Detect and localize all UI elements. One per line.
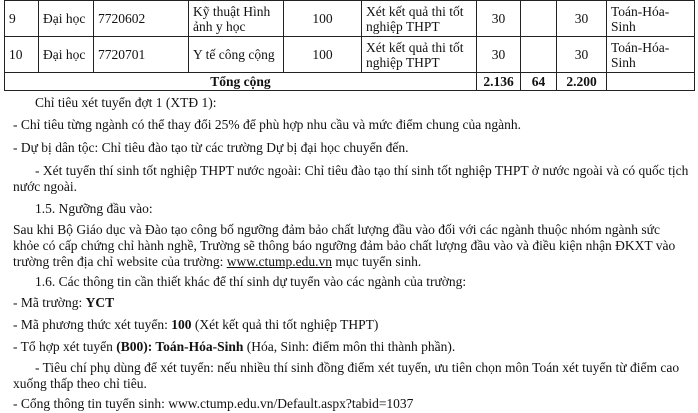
cell-quota-total: 30 <box>557 1 607 37</box>
school-code-value: YCT <box>85 295 115 310</box>
website-link[interactable]: www.ctump.edu.vn <box>226 254 332 269</box>
website-suffix: mục tuyển sinh. <box>331 254 422 269</box>
total-empty-cell <box>607 73 695 91</box>
cell-major-name <box>189 37 284 73</box>
total-quota-a: 2.136 <box>477 73 521 91</box>
major-name-line1: Y tế công cộng <box>193 47 275 62</box>
basis-line1: Xét kết quả thi tốt <box>366 39 464 55</box>
admission-portal-line: - Cổng thông tin tuyển sinh: www.ctump.edu.vn/Default.aspx?tabid=1037 <box>13 396 414 411</box>
cell-combo: Toán-Hóa-Sinh <box>607 1 695 37</box>
major-name-line1: Kỹ thuật Hình <box>193 3 271 19</box>
cell-quota-a: 30 <box>477 37 521 73</box>
cell-basis <box>362 37 477 73</box>
section-1-5-title: 1.5. Ngưỡng đầu vào: <box>35 201 153 216</box>
major-name-line2: ảnh y học <box>193 18 246 34</box>
cell-basis <box>362 1 477 37</box>
method-code-line <box>13 316 693 334</box>
combo-label: - Tổ hợp xét tuyển <box>13 339 117 354</box>
round1-bullet-flex: - Chỉ tiêu từng ngành có thể thay đổi 25% để phù hợp nhu cầu và mức điểm chung của ngành. <box>13 117 522 132</box>
basis-line1: Xét kết quả thi tốt <box>366 3 464 19</box>
basis-line2: nghiệp THPT <box>366 54 440 70</box>
cell-combo: Toán-Hóa-Sinh <box>607 37 695 73</box>
website-prefix: trường trên địa chỉ website của trường: <box>13 254 227 269</box>
total-quota-b: 64 <box>521 73 557 91</box>
cell-quota-total: 30 <box>557 37 607 73</box>
table-row <box>5 1 695 37</box>
cell-code: 7720602 <box>94 1 189 37</box>
method-code-note: (Xét kết quả thi tốt nghiệp THPT) <box>191 317 379 332</box>
tie-break-line2: xuống thấp theo chỉ tiêu. <box>13 376 147 391</box>
cell-method: 100 <box>284 37 362 73</box>
cell-code: 7720701 <box>94 37 189 73</box>
section-1-5-line1: Sau khi Bộ Giáo dục và Đào tạo công bố ngưỡng đảm bảo chất lượng đầu vào đối với các ngành thuộc nhóm ngành sức <box>13 222 660 237</box>
cell-quota-a: 30 <box>477 1 521 37</box>
combo-note: (Hóa, Sinh: điểm môn thi thành phần). <box>243 339 456 354</box>
round1-heading: Chỉ tiêu xét tuyển đợt 1 (XTĐ 1): <box>35 95 217 110</box>
total-label: Tổng cộng <box>5 73 477 91</box>
school-code-line <box>13 294 693 312</box>
combo-value: (B00): Toán-Hóa-Sinh <box>116 339 244 354</box>
cell-quota-b <box>521 1 557 37</box>
cell-stt: 10 <box>5 37 39 73</box>
tie-break-line1: - Tiêu chí phụ dùng để xét tuyển: nếu nhiều thí sinh đồng điểm xét tuyển, ưu tiên chọn môn Toán xét tuyển từ điểm cao <box>35 360 680 375</box>
school-code-label: - Mã trường: <box>13 295 86 310</box>
combo-line <box>13 338 693 356</box>
section-1-6-title: 1.6. Các thông tin cần thiết khác để thí sinh dự tuyển vào các ngành của trường: <box>35 274 467 289</box>
cell-quota-b <box>521 37 557 73</box>
total-row <box>5 73 695 91</box>
cell-major-name <box>189 1 284 37</box>
cell-stt: 9 <box>5 1 39 37</box>
method-code-label: - Mã phương thức xét tuyển: <box>13 317 172 332</box>
round1-bullet-foreign-line1: - Xét tuyển thí sinh tốt nghiệp THPT nước ngoài: Chỉ tiêu đào tạo thí sinh tốt nghiệp THPT ở nước ngoài và có quốc tịch <box>35 163 689 178</box>
quota-table <box>4 0 695 91</box>
basis-line2: nghiệp THPT <box>366 18 440 34</box>
total-quota-total: 2.200 <box>557 73 607 91</box>
round1-bullet-foreign-line2: nước ngoài. <box>13 179 77 194</box>
method-code-value: 100 <box>171 317 192 332</box>
round1-bullet-prep: - Dự bị dân tộc: Chỉ tiêu đào tạo từ các trường Dự bị đại học chuyển đến. <box>13 140 409 155</box>
cell-level: Đại học <box>39 37 94 73</box>
section-1-5-line2: khỏe có cấp chứng chỉ hành nghề, Trường sẽ thông báo ngưỡng đảm bảo chất lượng đầu vào và điều kiện nhận ĐKXT vào <box>13 238 676 253</box>
cell-method: 100 <box>284 1 362 37</box>
section-1-5-line3 <box>13 253 693 271</box>
table-row <box>5 37 695 73</box>
cell-level: Đại học <box>39 1 94 37</box>
